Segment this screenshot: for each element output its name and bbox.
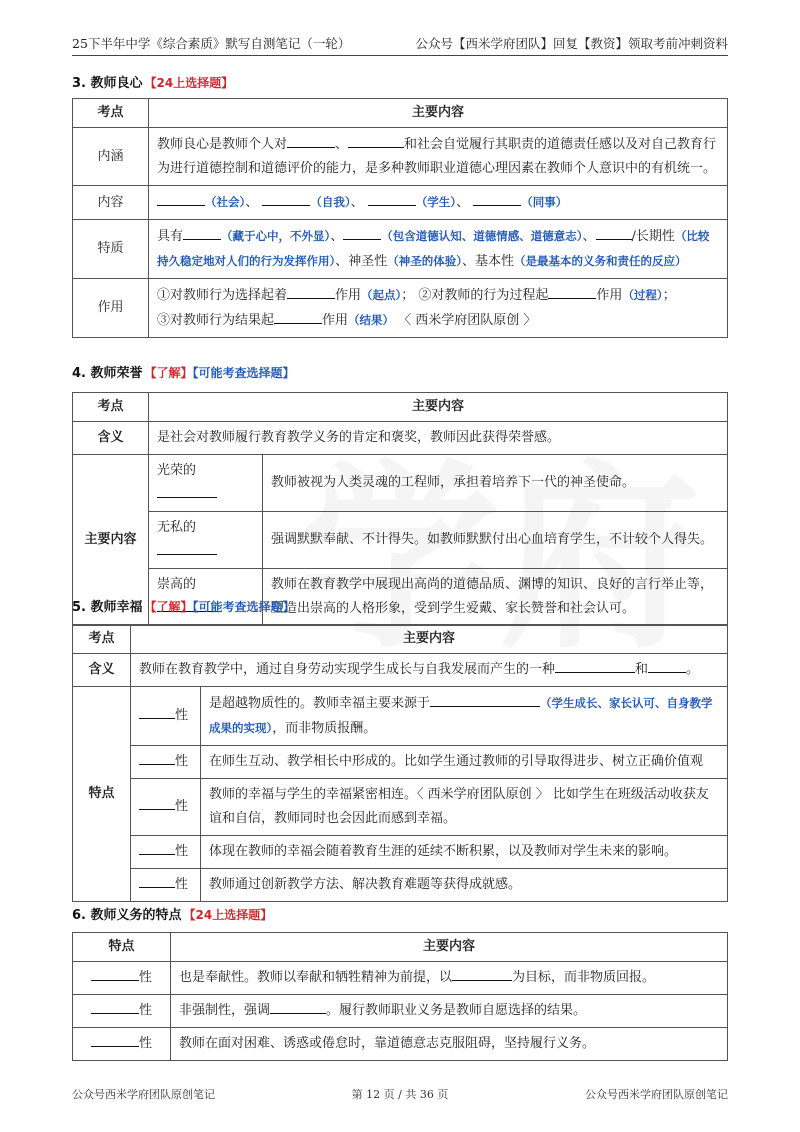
answer: （同事） bbox=[521, 195, 568, 209]
feature-key bbox=[131, 836, 201, 869]
blank bbox=[343, 225, 381, 240]
text: 性 bbox=[138, 1003, 152, 1018]
honor-key bbox=[149, 512, 263, 569]
col-header-main: 主要内容 bbox=[131, 625, 728, 654]
blank bbox=[139, 795, 175, 810]
blank bbox=[430, 692, 540, 707]
blank bbox=[452, 966, 512, 981]
col-header-main: 主要内容 bbox=[171, 933, 728, 962]
section-5-heading: 5. 教师幸福 bbox=[72, 600, 143, 615]
section-6-tag: 【24上选择题】 bbox=[183, 908, 273, 922]
answer: （藏于心中，不外显） bbox=[221, 229, 331, 243]
text: 崇高的 bbox=[157, 577, 197, 592]
text: 、 bbox=[582, 229, 596, 244]
text: 、神圣性 bbox=[335, 254, 388, 269]
section-3-title bbox=[72, 72, 233, 91]
blank bbox=[348, 133, 404, 148]
blank bbox=[368, 191, 416, 206]
text: ③对教师行为结果起 bbox=[157, 313, 275, 328]
blank bbox=[139, 704, 175, 719]
col-header-point: 考点 bbox=[73, 99, 149, 128]
definition-text: 是社会对教师履行教育教学义务的肯定和褒奖，教师因此获得荣誉感。 bbox=[149, 422, 728, 455]
section-6-title bbox=[72, 904, 272, 923]
text: 。履行教师职业义务是教师自愿选择的结果。 bbox=[326, 1003, 587, 1018]
page-footer bbox=[72, 1086, 728, 1102]
col-header-point: 考点 bbox=[73, 393, 149, 422]
duty-table bbox=[72, 932, 728, 1061]
col-header-main: 主要内容 bbox=[149, 393, 728, 422]
honor-key bbox=[149, 455, 263, 512]
blank bbox=[139, 873, 175, 888]
section-3-heading: 3. 教师良心 bbox=[72, 76, 143, 91]
row-label-main: 主要内容 bbox=[73, 455, 149, 626]
connotation-content bbox=[149, 128, 728, 186]
blank bbox=[548, 284, 596, 299]
text: 性 bbox=[175, 799, 189, 814]
feature-value bbox=[201, 687, 728, 746]
blank bbox=[555, 658, 635, 673]
row-label-connotation: 内涵 bbox=[73, 128, 149, 186]
blank bbox=[139, 750, 175, 765]
text: 作用 bbox=[596, 288, 623, 303]
answer: （自我） bbox=[310, 195, 351, 209]
footer-left: 公众号西米学府团队原创笔记 bbox=[72, 1088, 215, 1101]
blank bbox=[596, 225, 632, 240]
blank bbox=[157, 540, 217, 555]
text: 也是奉献性。教师以奉献和牺牲精神为前提，以 bbox=[179, 970, 453, 985]
text: 作用 bbox=[322, 313, 349, 328]
text: ①对教师行为选择起着 bbox=[157, 288, 288, 303]
definition-text bbox=[131, 654, 728, 687]
answer: （社会） bbox=[205, 195, 246, 209]
duty-key bbox=[73, 1028, 171, 1061]
blank bbox=[157, 483, 217, 498]
row-label-definition: 含义 bbox=[73, 422, 149, 455]
footer-page-number: 第 12 页 / 共 36 页 bbox=[351, 1088, 449, 1101]
text: 是超越物质性的。教师幸福主要来源于 bbox=[209, 696, 431, 711]
answer: （包含道德认知、道德情感、道德意志） bbox=[381, 229, 583, 243]
blank bbox=[274, 309, 322, 324]
text: 性 bbox=[138, 1036, 152, 1051]
honor-table bbox=[72, 392, 728, 626]
text: 无私的 bbox=[157, 520, 197, 535]
honor-value: 教师被视为人类灵魂的工程师，承担着培养下一代的神圣使命。 bbox=[263, 455, 728, 512]
blank bbox=[183, 225, 221, 240]
happiness-table bbox=[72, 624, 728, 902]
feature-key bbox=[131, 779, 201, 836]
content-answers bbox=[149, 186, 728, 220]
traits-content bbox=[149, 220, 728, 279]
text: 性 bbox=[175, 877, 189, 892]
section-4-tag2: 【可能考查选择题】 bbox=[192, 366, 295, 380]
honor-value: 教师在教育教学中展现出高尚的道德品质、渊博的知识、良好的言行举止等，塑造出崇高的人格形象，受到学生爱戴、家长赞誉和社会认可。 bbox=[263, 569, 728, 626]
text: 和 bbox=[635, 662, 649, 677]
text: ； ②对教师的行为过程起 bbox=[401, 288, 549, 303]
page-header bbox=[72, 32, 728, 56]
text: 、 bbox=[350, 195, 364, 210]
text: 、 bbox=[335, 136, 349, 152]
answer: （学生成长、家长认可、自身教学成果的实现） bbox=[209, 696, 713, 735]
feature-key bbox=[131, 869, 201, 902]
text: 具有 bbox=[157, 229, 184, 244]
section-4-tag1: 【了解】 bbox=[144, 366, 193, 380]
blank bbox=[262, 191, 310, 206]
answer: （是最基本的义务和责任的反应） bbox=[514, 254, 687, 268]
section-3-tag: 【24上选择题】 bbox=[144, 76, 234, 90]
text: 非强制性，强调 bbox=[179, 1003, 271, 1018]
text: 性 bbox=[175, 844, 189, 859]
section-4-heading: 4. 教师荣誉 bbox=[72, 366, 143, 381]
text: 、基本性 bbox=[462, 254, 515, 269]
col-header-point: 特点 bbox=[73, 933, 171, 962]
section-5-tag2: 【可能考查选择题】 bbox=[192, 600, 295, 614]
text: 、 bbox=[330, 229, 344, 244]
feature-value: 体现在教师的幸福会随着教育生涯的延续不断积累，以及教师对学生未来的影响。 bbox=[201, 836, 728, 869]
duty-value bbox=[171, 962, 728, 995]
feature-value: 在师生互动、教学相长中形成的。比如学生通过教师的引导取得进步、树立正确价值观 bbox=[201, 746, 728, 779]
section-6-heading: 6. 教师义务的特点 bbox=[72, 908, 182, 923]
text: 教师在教育教学中，通过自身劳动实现学生成长与自我发展而产生的一种 bbox=[139, 662, 556, 677]
blank bbox=[287, 133, 335, 148]
row-label-features: 特点 bbox=[73, 687, 131, 902]
blank bbox=[473, 191, 521, 206]
answer: （过程） bbox=[622, 288, 663, 302]
col-header-main: 主要内容 bbox=[149, 99, 728, 128]
function-content: ①对教师行为选择起着 作用（起点）； ②对教师的行为过程起 作用（过程）； ③对教师行为结果起 作用（结果） 〈 西米学府团队原创 〉 bbox=[149, 279, 728, 338]
text: 教师良心是教师个人对 bbox=[157, 136, 288, 152]
feature-value: 教师通过创新教学方法、解决教育难题等获得成就感。 bbox=[201, 869, 728, 902]
duty-key bbox=[73, 995, 171, 1028]
blank bbox=[270, 999, 326, 1014]
blank bbox=[648, 658, 686, 673]
blank bbox=[139, 840, 175, 855]
honor-value: 强调默默奉献、不计得失。如教师默默付出心血培育学生，不计较个人得失。 bbox=[263, 512, 728, 569]
answer: （比较持久稳定地对人们的行为发挥作用） bbox=[157, 229, 710, 268]
text: 作用 bbox=[335, 288, 362, 303]
text: 性 bbox=[138, 970, 152, 985]
blank bbox=[157, 191, 205, 206]
section-4-title bbox=[72, 362, 295, 381]
text: 、 bbox=[456, 195, 470, 210]
text: 和社会自觉履行其职责的道德责任感以及对自己教育行为进行道德控制和道德评价的能力，是多种教师职业道德心理因素在教师个人意识中的有机统一。 bbox=[157, 136, 717, 176]
col-header-point: 考点 bbox=[73, 625, 131, 654]
conscience-table bbox=[72, 98, 728, 338]
row-label-definition: 含义 bbox=[73, 654, 131, 687]
answer: （神圣的体验） bbox=[387, 254, 463, 268]
text: 光荣的 bbox=[157, 463, 197, 478]
row-label-content: 内容 bbox=[73, 186, 149, 220]
blank bbox=[91, 1032, 139, 1047]
text: 性 bbox=[175, 754, 189, 769]
footer-right: 公众号西米学府团队原创笔记 bbox=[585, 1088, 728, 1101]
duty-key bbox=[73, 962, 171, 995]
blank bbox=[91, 999, 139, 1014]
text: 为目标，而非物质回报。 bbox=[512, 970, 656, 985]
duty-value bbox=[171, 995, 728, 1028]
text: 〈 西米学府团队原创 〉 bbox=[398, 313, 537, 328]
answer: （结果） bbox=[348, 313, 395, 327]
text: 、 bbox=[245, 195, 259, 210]
header-left: 25下半年中学《综合素质》默写自测笔记（一轮） bbox=[72, 36, 351, 51]
text: 性 bbox=[175, 708, 189, 723]
feature-key bbox=[131, 746, 201, 779]
answer: （学生） bbox=[415, 195, 457, 209]
header-right: 公众号【西米学府团队】回复【教资】领取考前冲刺资料 bbox=[415, 36, 728, 51]
blank bbox=[287, 284, 335, 299]
answer: （起点） bbox=[361, 288, 402, 302]
feature-value: 教师的幸福与学生的幸福紧密相连。〈 西米学府团队原创 〉 比如学生在班级活动收获友谊和自信，教师同时也会因此而感到幸福。 bbox=[201, 779, 728, 836]
row-label-function: 作用 bbox=[73, 279, 149, 338]
duty-value: 教师在面对困难、诱惑或倦怠时，靠道德意志克服阻碍，坚持履行义务。 bbox=[171, 1028, 728, 1061]
text: ，而非物质报酬。 bbox=[272, 721, 377, 736]
text: /长期性 bbox=[631, 229, 675, 244]
feature-key bbox=[131, 687, 201, 746]
section-5-title bbox=[72, 596, 295, 615]
section-5-tag1: 【了解】 bbox=[144, 600, 193, 614]
text: 。 bbox=[686, 662, 700, 677]
row-label-traits: 特质 bbox=[73, 220, 149, 279]
blank bbox=[91, 966, 139, 981]
